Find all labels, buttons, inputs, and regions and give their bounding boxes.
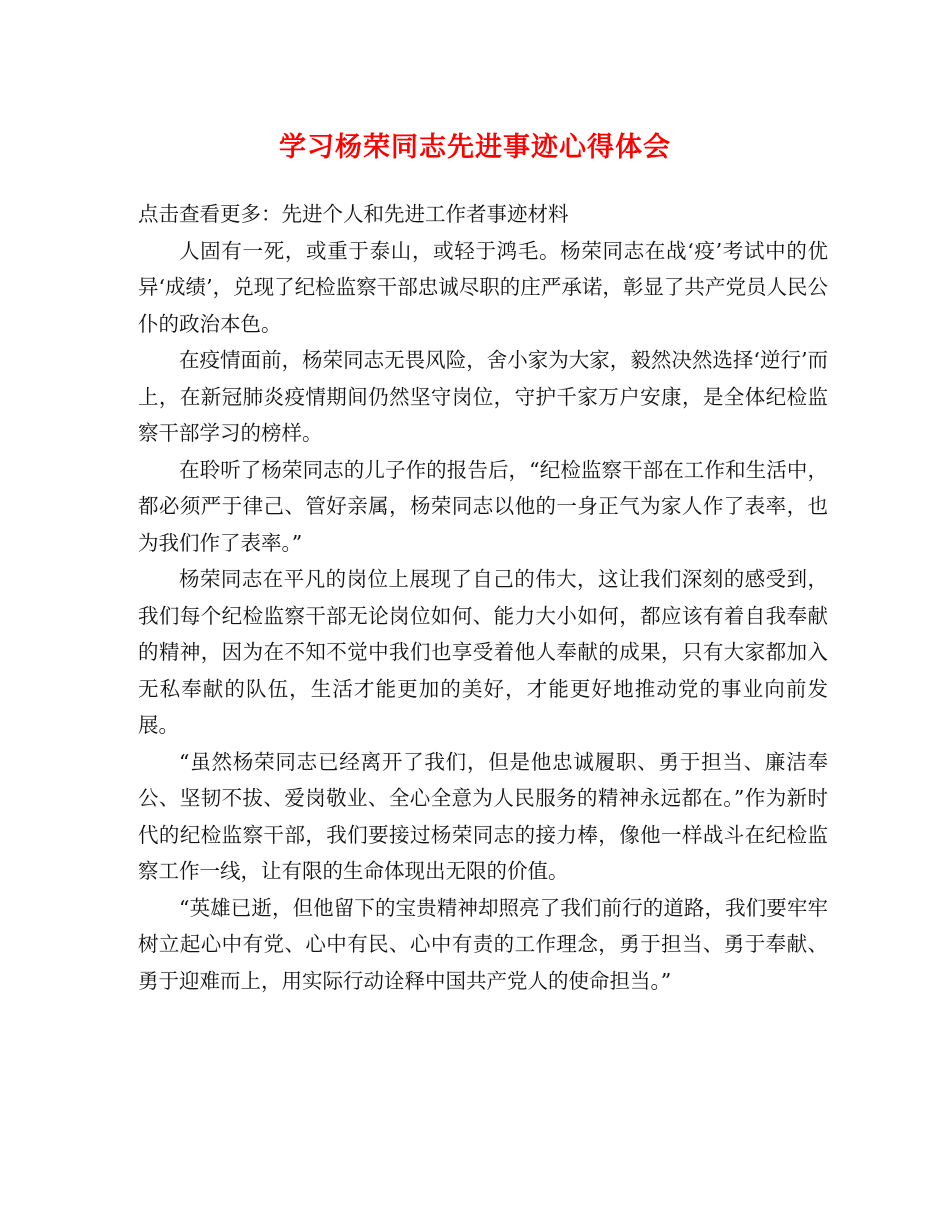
document-title: 学习杨荣同志先进事迹心得体会 <box>279 132 671 163</box>
paragraph: 人固有一死，或重于泰山，或轻于鸿毛。杨荣同志在战‘疫’考试中的优异‘成绩’，兑现了纪检监察干部忠诚尽职的庄严承诺，彰显了共产党员人民公仆的政治本色。 <box>138 238 828 336</box>
paragraph: 在聆听了杨荣同志的儿子作的报告后，“纪检监察干部在工作和生活中，都必须严于律己、管好亲属，杨荣同志以他的一身正气为家人作了表率，也为我们作了表率。” <box>138 457 828 555</box>
more-line <box>138 196 828 233</box>
document-body <box>138 196 828 999</box>
more-link[interactable]: 先进个人和先进工作者事迹材料 <box>281 202 569 226</box>
more-prompt: 点击查看更多： <box>138 202 282 226</box>
paragraph: 杨荣同志在平凡的岗位上展现了自己的伟大，这让我们深刻的感受到，我们每个纪检监察干部无论岗位如何、能力大小如何，都应该有着自我奉献的精神，因为在不知不觉中我们也享受着他人奉献的成果，只有大家都加入无私奉献的队伍，生活才能更加的美好，才能更好地推动党的事业向前发展。 <box>138 567 828 737</box>
paragraph: 在疫情面前，杨荣同志无畏风险，舍小家为大家，毅然决然选择‘逆行’而上，在新冠肺炎疫情期间仍然坚守岗位，守护千家万户安康，是全体纪检监察干部学习的榜样。 <box>138 348 828 445</box>
paragraph: “英雄已逝，但他留下的宝贵精神却照亮了我们前行的道路，我们要牢牢树立起心中有党、心中有民、心中有责的工作理念，勇于担当、勇于奉献、勇于迎难而上，用实际行动诠释中国共产党人的使命担当。” <box>138 895 828 993</box>
paragraph: “虽然杨荣同志已经离开了我们，但是他忠诚履职、勇于担当、廉洁奉公、坚韧不拔、爱岗敬业、全心全意为人民服务的精神永远都在。”作为新时代的纪检监察干部，我们要接过杨荣同志的接力棒，像他一样战斗在纪检监察工作一线，让有限的生命体现出无限的价值。 <box>138 749 828 883</box>
